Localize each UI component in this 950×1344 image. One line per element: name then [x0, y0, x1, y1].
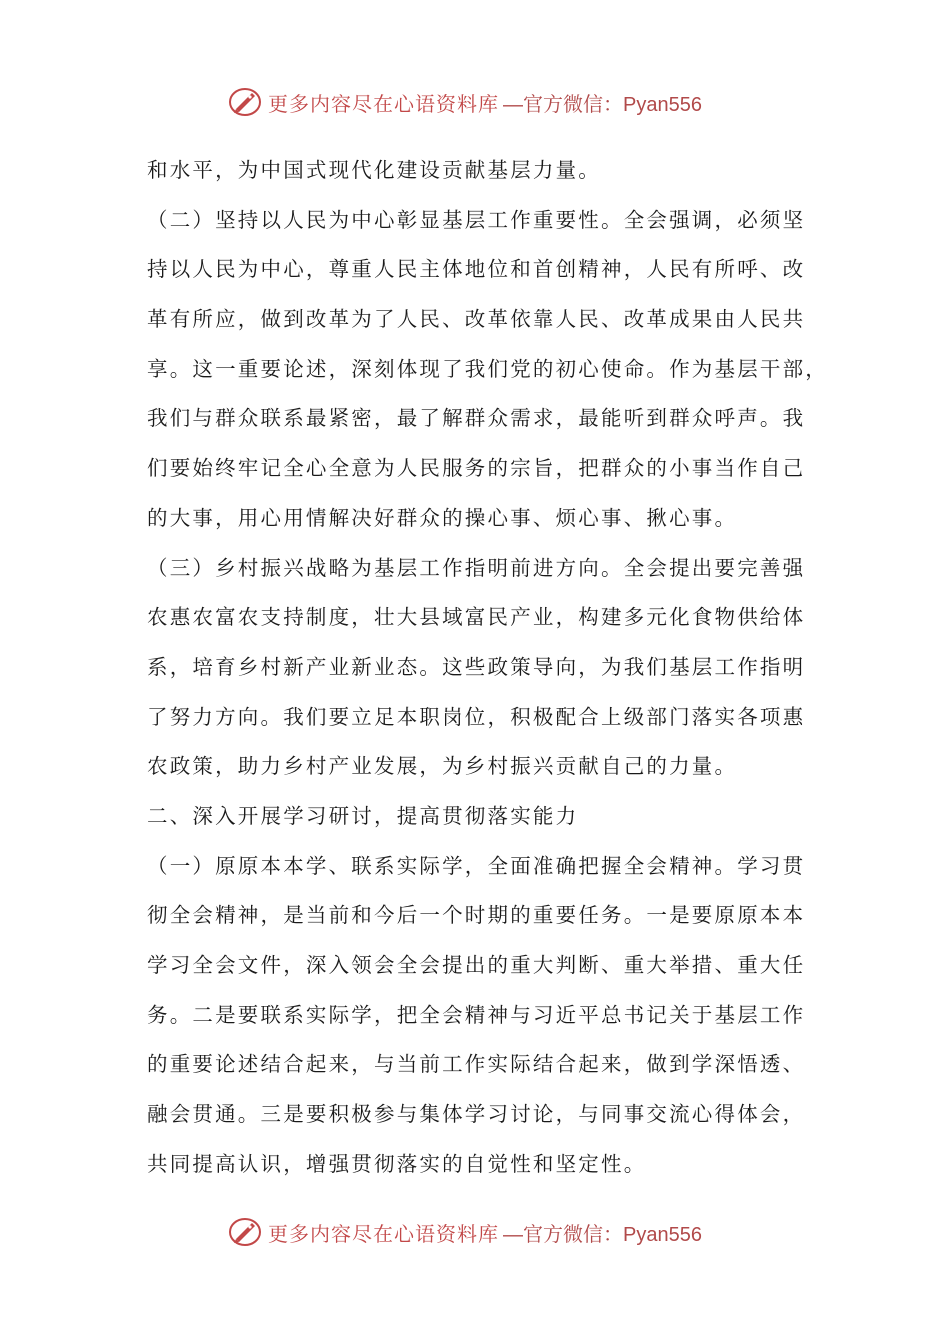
text-line: 我们与群众联系最紧密，最了解群众需求，最能听到群众呼声。我 [147, 406, 806, 431]
pen-nib-icon [228, 1215, 262, 1249]
header-wechat-text: —官方微信：Pyan556 [503, 93, 702, 116]
section-heading: 二、深入开展学习研讨，提高贯彻落实能力 [147, 803, 579, 828]
pen-nib-icon [228, 85, 262, 119]
text-line: 和水平，为中国式现代化建设贡献基层力量。 [147, 158, 601, 182]
text-line: 系，培育乡村新产业新业态。这些政策导向，为我们基层工作指明 [147, 654, 806, 679]
text-line: （一）原原本本学、联系实际学，全面准确把握全会精神。学习贯 [147, 853, 806, 878]
text-line: 了努力方向。我们要立足本职岗位，积极配合上级部门落实各项惠 [147, 704, 806, 729]
text-line: 们要始终牢记全心全意为人民服务的宗旨，把群众的小事当作自己 [147, 456, 806, 481]
header-brand-text: 更多内容尽在心语资料库 [268, 91, 499, 116]
text-line: （二）坚持以人民为中心彰显基层工作重要性。全会强调，必须坚 [147, 207, 806, 232]
text-line: 农惠农富农支持制度，壮大县域富民产业，构建多元化食物供给体 [147, 605, 806, 630]
text-line: 的重要论述结合起来，与当前工作实际结合起来，做到学深悟透、 [147, 1052, 806, 1077]
text-line: 共同提高认识，增强贯彻落实的自觉性和坚定性。 [147, 1151, 647, 1176]
text-line: 农政策，助力乡村产业发展，为乡村振兴贡献自己的力量。 [147, 754, 738, 779]
text-line: 融会贯通。三是要积极参与集体学习讨论，与同事交流心得体会， [147, 1102, 806, 1127]
text-line: 持以人民为中心，尊重人民主体地位和首创精神，人民有所呼、改 [147, 257, 806, 282]
footer-brand-text: 更多内容尽在心语资料库 [268, 1221, 499, 1246]
text-line: 革有所应，做到改革为了人民、改革依靠人民、改革成果由人民共 [147, 307, 806, 332]
text-line: 务。二是要联系实际学，把全会精神与习近平总书记关于基层工作 [147, 1002, 806, 1027]
text-line: 享。这一重要论述，深刻体现了我们党的初心使命。作为基层干部， [147, 356, 828, 381]
text-line: 彻全会精神，是当前和今后一个时期的重要任务。一是要原原本本 [147, 903, 806, 928]
footer-wechat-text: —官方微信：Pyan556 [503, 1223, 702, 1246]
document-body [147, 146, 828, 1189]
text-line: 学习全会文件，深入领会全会提出的重大判断、重大举措、重大任 [147, 953, 806, 977]
header-banner [228, 82, 748, 122]
text-line: （三）乡村振兴战略为基层工作指明前进方向。全会提出要完善强 [147, 555, 806, 580]
footer-banner [228, 1212, 748, 1252]
text-line: 的大事，用心用情解决好群众的操心事、烦心事、揪心事。 [147, 505, 738, 530]
